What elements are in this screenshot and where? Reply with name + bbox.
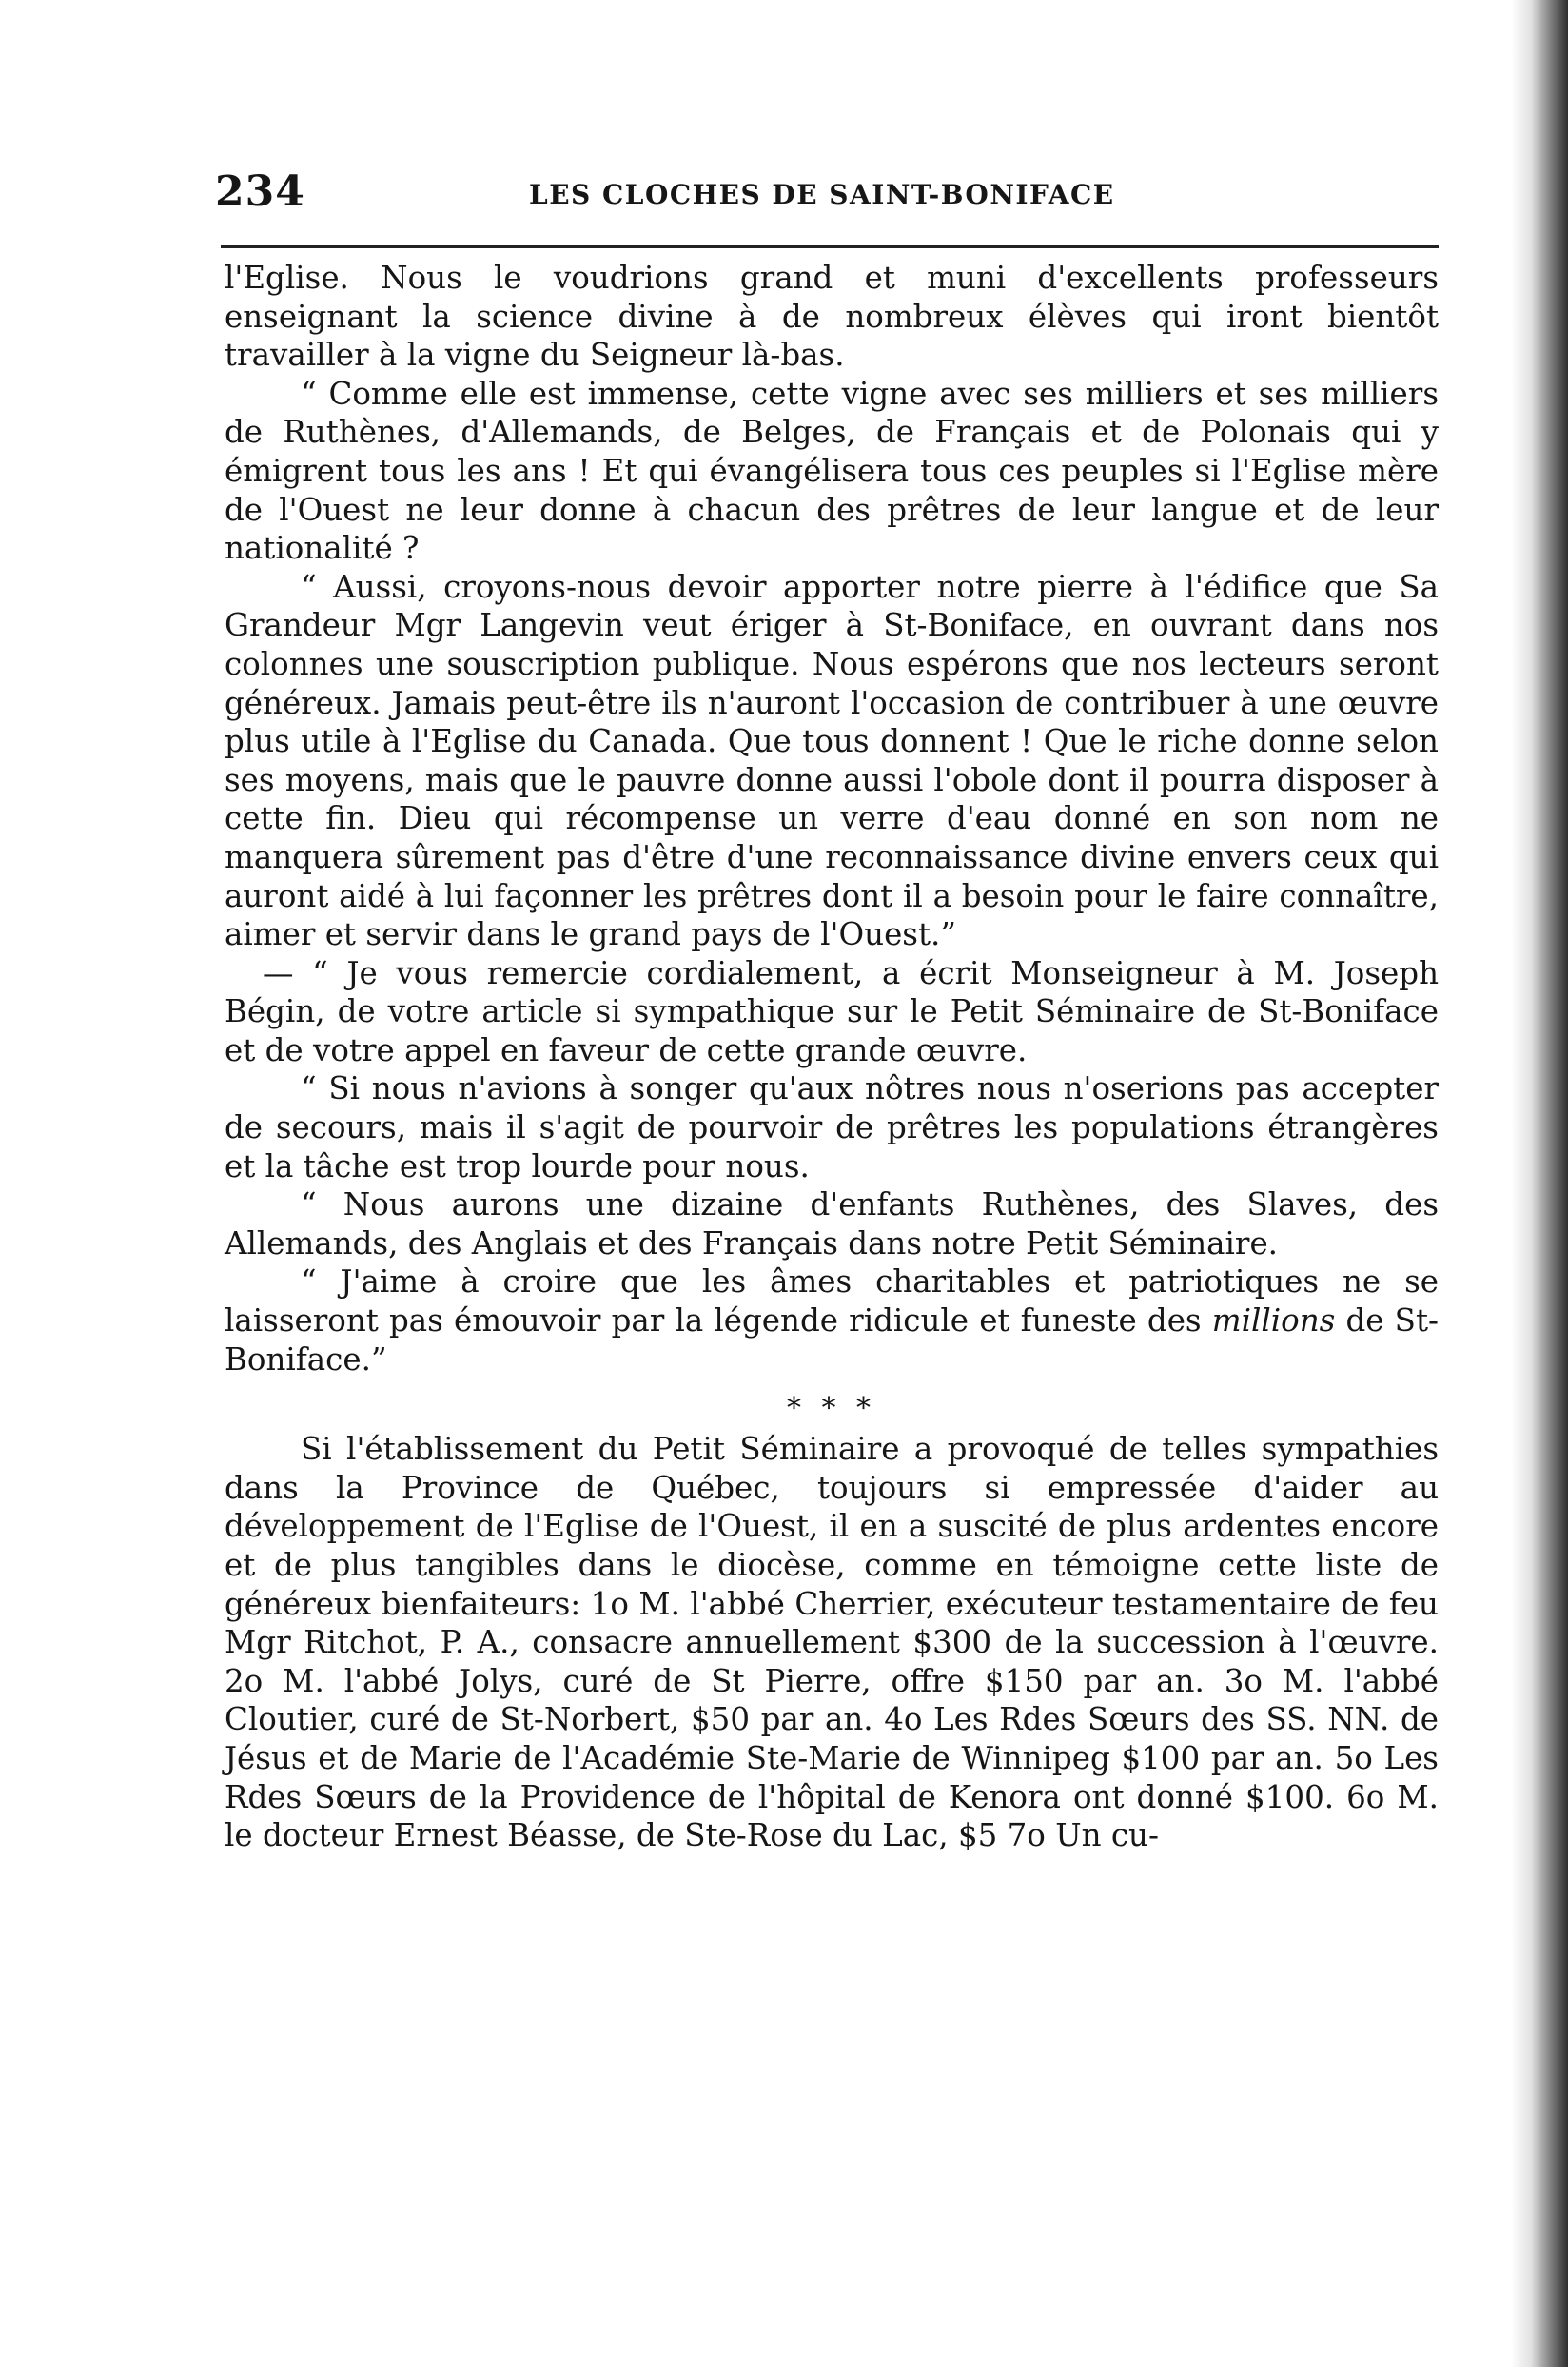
paragraph-5: “ Si nous n'avions à songer qu'aux nôtres nous n'oserions pas accepter de secours, mais il s'agit de pourvoir de prêtres les populations étrangères et la tâche est trop lourde pour nous. (225, 1070, 1439, 1184)
scan-edge-shadow (1511, 0, 1568, 2367)
paragraph-1: l'Eglise. Nous le voudrions grand et muni d'excellents professeurs enseignant la science divine à de nombreux élèves qui iront bientôt travailler à la vigne du Seigneur là-bas. (225, 260, 1439, 374)
paragraph-6: “ Nous aurons une dizaine d'enfants Ruthènes, des Slaves, des Allemands, des Anglais et des Français dans notre Petit Séminaire. (225, 1186, 1439, 1262)
body-text (225, 259, 1439, 1855)
header-rule (221, 245, 1439, 248)
paragraph-7-start: “ J'aime à croire que les âmes charitables et patriotiques ne se laisseront pas émouvoir par la légende ridicule et funeste des (225, 1263, 1439, 1340)
page-header (215, 167, 1442, 225)
paragraph-3: “ Aussi, croyons-nous devoir apporter notre pierre à l'édifice que Sa Grandeur Mgr Langevin veut ériger à St-Boniface, en ouvrant dans nos colonnes une souscription publique. Nous espérons que nos lecteurs seront généreux. Jamais peut-être ils n'auront l'occasion de contribuer à une œuvre plus utile à l'Eglise du Canada. Que tous donnent ! Que le riche donne selon ses moyens, mais que le pauvre donne aussi l'obole dont il pourra disposer à cette fin. Dieu qui récompense un verre d'eau donné en son nom ne manquera sûrement pas d'être d'une reconnaissance divine envers ceux qui auront aidé à lui façonner les prêtres dont il a besoin pour le faire connaître, aimer et servir dans le grand pays de l'Ouest.” (225, 568, 1439, 953)
page-number: 234 (215, 167, 305, 216)
paragraph-2: “ Comme elle est immense, cette vigne avec ses milliers et ses milliers de Ruthènes, d'Allemands, de Belges, de Français et de Polonais qui y émigrent tous les ans ! Et qui évangélisera tous ces peuples si l'Eglise mère de l'Ouest ne leur donne à chacun des prêtres de leur langue et de leur nationalité ? (225, 375, 1439, 567)
paragraph-7-end: de St-Boniface.” (225, 1302, 1439, 1378)
paragraph-8: Si l'établissement du Petit Séminaire a provoqué de telles sympathies dans la Province de Québec, toujours si empressée d'aider au développement de l'Eglise de l'Ouest, il en a suscité de plus ardentes encore et de plus tangibles dans le diocèse, comme en témoigne cette liste de généreux bienfaiteurs: 1o M. l'abbé Cherrier, exécuteur testamentaire de feu Mgr Ritchot, P. A., consacre annuellement $300 de la succession à l'œuvre. 2o M. l'abbé Jolys, curé de St Pierre, offre $150 par an. 3o M. l'abbé Cloutier, curé de St-Norbert, $50 par an. 4o Les Rdes Sœurs des SS. NN. de Jésus et de Marie de l'Académie Ste-Marie de Winnipeg $100 par an. 5o Les Rdes Sœurs de la Providence de l'hôpital de Kenora ont donné $100. 6o M. le docteur Ernest Béasse, de Ste-Rose du Lac, $5 7o Un cu- (225, 1431, 1439, 1854)
section-break-asterisks: * * * (786, 1392, 877, 1426)
paragraph-4: — “ Je vous remercie cordialement, a écrit Monseigneur à M. Joseph Bégin, de votre article si sympathique sur le Petit Séminaire de St-Boniface et de votre appel en faveur de cette grande œuvre. (225, 954, 1439, 1068)
paragraph-7 (225, 1262, 1439, 1379)
running-title: LES CLOCHES DE SAINT-BONIFACE (529, 179, 1115, 210)
paragraph-7-italic: millions (1211, 1302, 1336, 1340)
